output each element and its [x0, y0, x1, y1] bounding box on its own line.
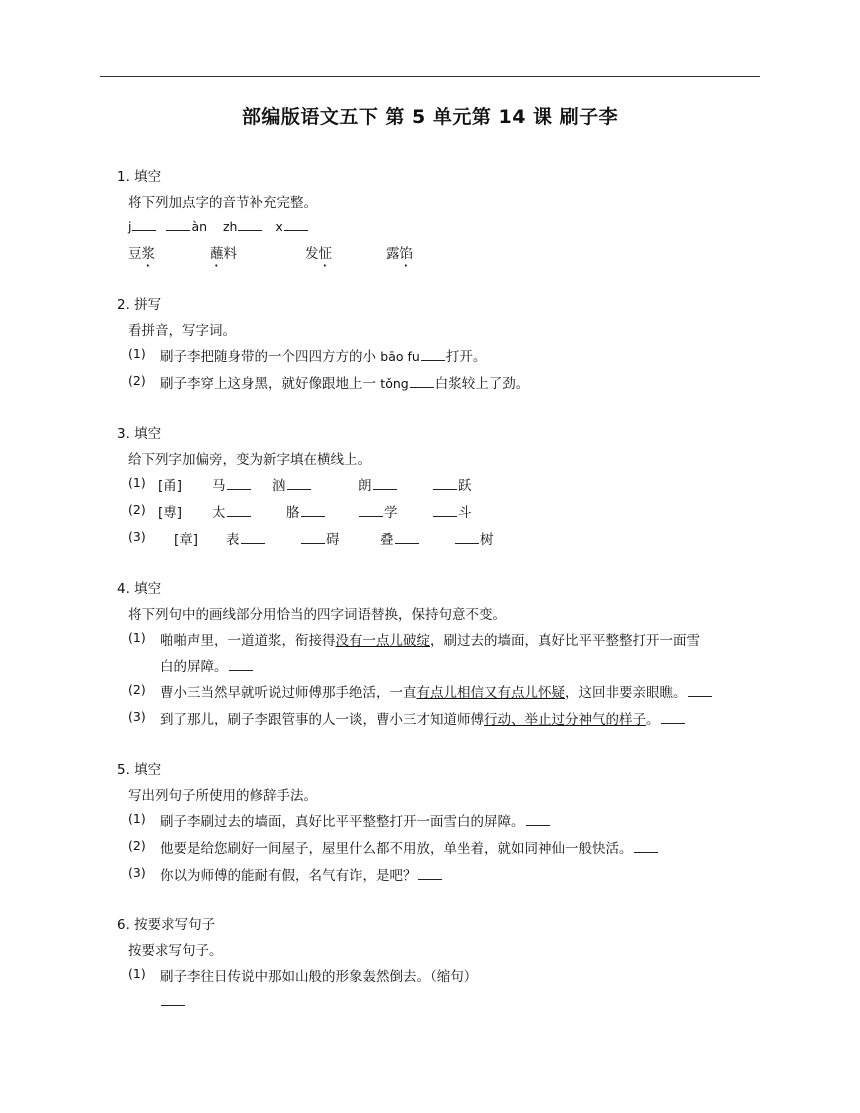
syllable-2: àn: [191, 219, 208, 234]
q4-item-3: 到了那儿，刷子李跟管事的人一谈，曹小三才知道师傅行动、举止过分神气的样子。: [160, 708, 686, 728]
answer-blank[interactable]: [227, 477, 251, 490]
q1-instruction: 将下列加点字的音节补充完整。: [128, 195, 317, 211]
q4-item-number: (2): [128, 682, 146, 697]
word-1: 豆浆: [128, 246, 155, 262]
answer-blank[interactable]: [433, 504, 457, 517]
q4-item-1: 啪啪声里，一道道浆，衔接得没有一点儿破绽，刷过去的墙面，真好比平平整整打开一面雪: [160, 633, 700, 649]
answer-blank[interactable]: [132, 218, 156, 231]
q5-item-3: 你以为师傅的能耐有假，名气有诈，是吧？: [160, 864, 443, 884]
q5-item-number: (1): [128, 811, 146, 826]
q2-item-number: (2): [128, 373, 146, 388]
q2-item-2: 刷子李穿上这身黑，就好像跟地上一 tǒng 白浆较上了劲。: [160, 376, 530, 392]
answer-blank[interactable]: [526, 813, 550, 826]
header-rule: [100, 76, 760, 77]
answer-blank[interactable]: [359, 504, 383, 517]
q6-item-number: (1): [128, 966, 146, 981]
word-4: 露馅: [386, 246, 413, 262]
syllable-4: x: [275, 219, 283, 234]
answer-blank[interactable]: [634, 840, 658, 853]
q5-item-2: 他要是给您刷好一间屋子，屋里什么都不用放，单坐着，就如同神仙一般快活。: [160, 837, 659, 857]
q2-item-1: 刷子李把随身带的一个四四方方的小 bāo fu 打开。: [160, 349, 487, 365]
q3-row-number: (3): [128, 529, 146, 544]
answer-blank[interactable]: [661, 711, 685, 724]
answer-blank[interactable]: [418, 867, 442, 880]
answer-blank[interactable]: [287, 477, 311, 490]
syllable-1: j: [128, 219, 132, 234]
q2-item-number: (1): [128, 346, 146, 361]
q5-item-1: 刷子李刷过去的墙面，真好比平平整整打开一面雪白的屏障。: [160, 810, 551, 830]
q5-instruction: 写出列句子所使用的修辞手法。: [128, 788, 317, 804]
q3-row-number: (1): [128, 475, 146, 490]
answer-blank[interactable]: [227, 504, 251, 517]
q2-instruction: 看拼音，写字词。: [128, 323, 236, 339]
answer-blank[interactable]: [284, 218, 308, 231]
q1-heading: 1. 填空: [117, 169, 162, 185]
q1-syllables: [128, 218, 309, 234]
answer-blank[interactable]: [373, 477, 397, 490]
answer-blank[interactable]: [433, 477, 457, 490]
q5-item-number: (3): [128, 865, 146, 880]
answer-blank[interactable]: [166, 218, 190, 231]
q4-heading: 4. 填空: [117, 581, 162, 597]
q4-item-number: (1): [128, 630, 146, 645]
answer-blank[interactable]: [229, 658, 253, 671]
q3-instruction: 给下列字加偏旁，变为新字填在横线上。: [128, 452, 371, 468]
page-title: 部编版语文五下 第 5 单元第 14 课 刷子李: [241, 106, 619, 128]
q6-item-1: 刷子李往日传说中那如山般的形象轰然倒去。（缩句）: [160, 969, 478, 985]
q5-item-number: (2): [128, 838, 146, 853]
q4-item-1-cont: 白的屏障。: [160, 655, 254, 675]
answer-blank[interactable]: [395, 531, 419, 544]
q4-item-2: 曹小三当然早就听说过师傅那手绝活，一直有点儿相信又有点儿怀疑，这回非要亲眼瞧。: [160, 681, 713, 701]
answer-blank[interactable]: [455, 531, 479, 544]
word-2: 蘸料: [210, 246, 237, 262]
syllable-3: zh: [222, 219, 238, 234]
answer-blank[interactable]: [688, 684, 712, 697]
q6-item-1-answer: [160, 993, 186, 1010]
answer-blank[interactable]: [421, 348, 445, 361]
q2-heading: 2. 拼写: [117, 297, 162, 313]
answer-blank[interactable]: [238, 218, 262, 231]
q5-heading: 5. 填空: [117, 762, 162, 778]
answer-blank[interactable]: [241, 531, 265, 544]
q3-row-number: (2): [128, 502, 146, 517]
q3-heading: 3. 填空: [117, 426, 162, 442]
answer-blank[interactable]: [161, 993, 185, 1006]
answer-blank[interactable]: [410, 375, 434, 388]
answer-blank[interactable]: [301, 504, 325, 517]
word-3: 发怔: [305, 246, 332, 262]
answer-blank[interactable]: [301, 531, 325, 544]
q4-instruction: 将下列句中的画线部分用恰当的四字词语替换，保持句意不变。: [128, 607, 506, 623]
q6-instruction: 按要求写句子。: [128, 943, 223, 959]
q4-item-number: (3): [128, 709, 146, 724]
q6-heading: 6. 按要求写句子: [117, 917, 216, 933]
